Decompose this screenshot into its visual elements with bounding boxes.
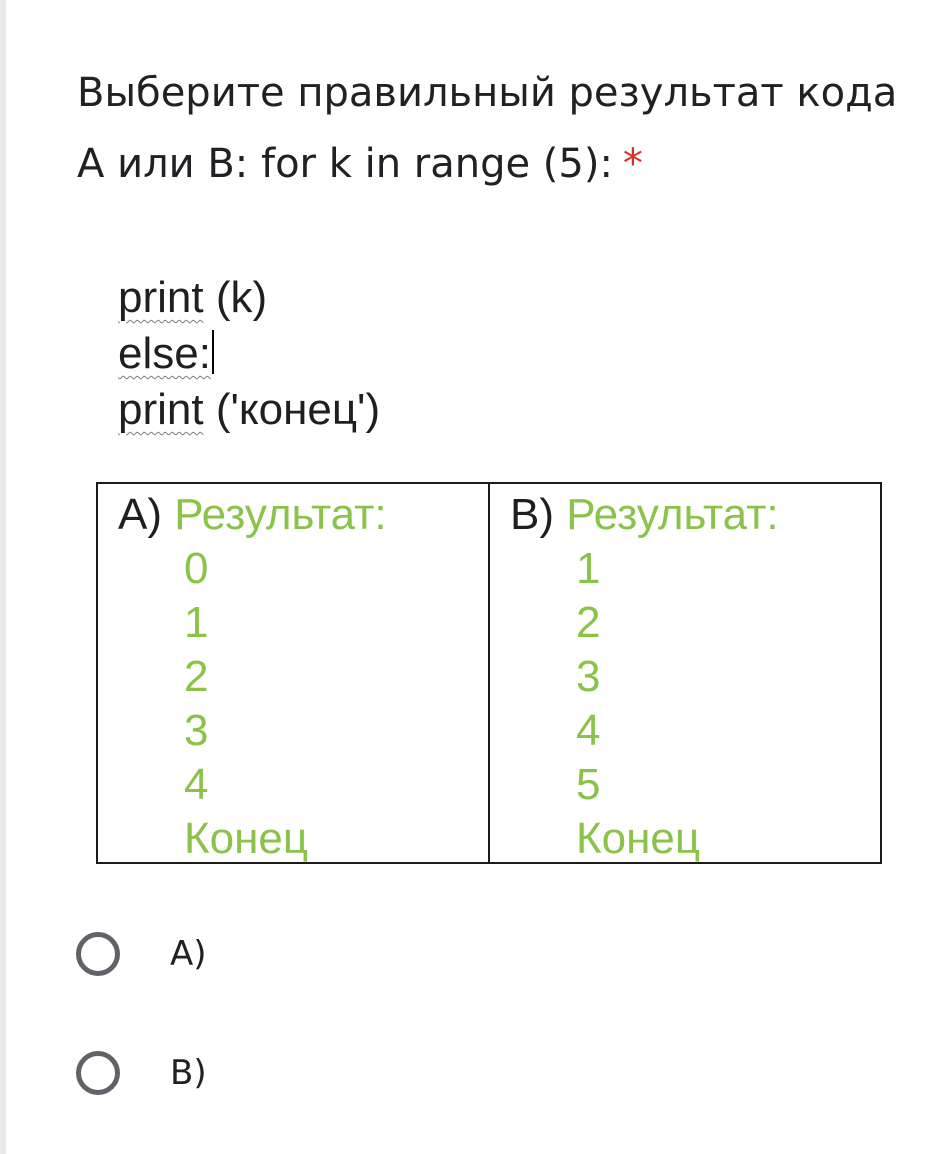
- radio-button-b[interactable]: [76, 1051, 120, 1095]
- code-print-args: (k): [203, 273, 268, 322]
- question-text: Выберите правильный результат кода А или В: for k in range (5):: [77, 70, 898, 187]
- result-value: 2: [184, 652, 209, 701]
- result-value: 5: [576, 760, 601, 809]
- result-value: Конец: [576, 814, 701, 863]
- code-print-args: ('конец'): [203, 385, 381, 434]
- code-print-keyword: print: [118, 385, 204, 434]
- result-word-b: Результат:: [566, 490, 779, 539]
- code-print-keyword: print: [118, 273, 204, 322]
- result-value: 0: [184, 544, 209, 593]
- result-value: 1: [576, 544, 601, 593]
- result-letter-b: B): [510, 490, 554, 539]
- result-value: 4: [184, 760, 209, 809]
- code-line-1: [118, 270, 380, 326]
- option-label-b: B): [170, 1053, 207, 1093]
- option-label-a: A): [170, 934, 207, 974]
- result-value: 4: [576, 706, 601, 755]
- result-values-a: [184, 542, 308, 866]
- required-asterisk: *: [622, 141, 643, 187]
- code-line-2: [118, 326, 380, 382]
- result-column-b: [488, 484, 880, 862]
- result-header-b: [510, 488, 779, 542]
- result-column-a: [98, 484, 488, 862]
- result-word-a: Результат:: [174, 490, 387, 539]
- question-title: [77, 58, 917, 200]
- result-values-b: [576, 542, 700, 866]
- question-image: [96, 270, 886, 870]
- result-value: 1: [184, 598, 209, 647]
- result-value: 2: [576, 598, 601, 647]
- code-line-3: [118, 382, 380, 438]
- code-snippet: [118, 270, 380, 438]
- result-letter-a: A): [118, 490, 162, 539]
- code-else-keyword: else:: [118, 329, 211, 378]
- result-value: 3: [576, 652, 601, 701]
- form-left-edge: [0, 0, 6, 1154]
- result-value: 3: [184, 706, 209, 755]
- result-header-a: [118, 488, 387, 542]
- text-cursor: [212, 330, 214, 374]
- radio-button-a[interactable]: [76, 932, 120, 976]
- option-b[interactable]: [76, 1051, 207, 1095]
- results-table: [96, 482, 882, 864]
- option-a[interactable]: [76, 932, 207, 976]
- result-value: Конец: [184, 814, 309, 863]
